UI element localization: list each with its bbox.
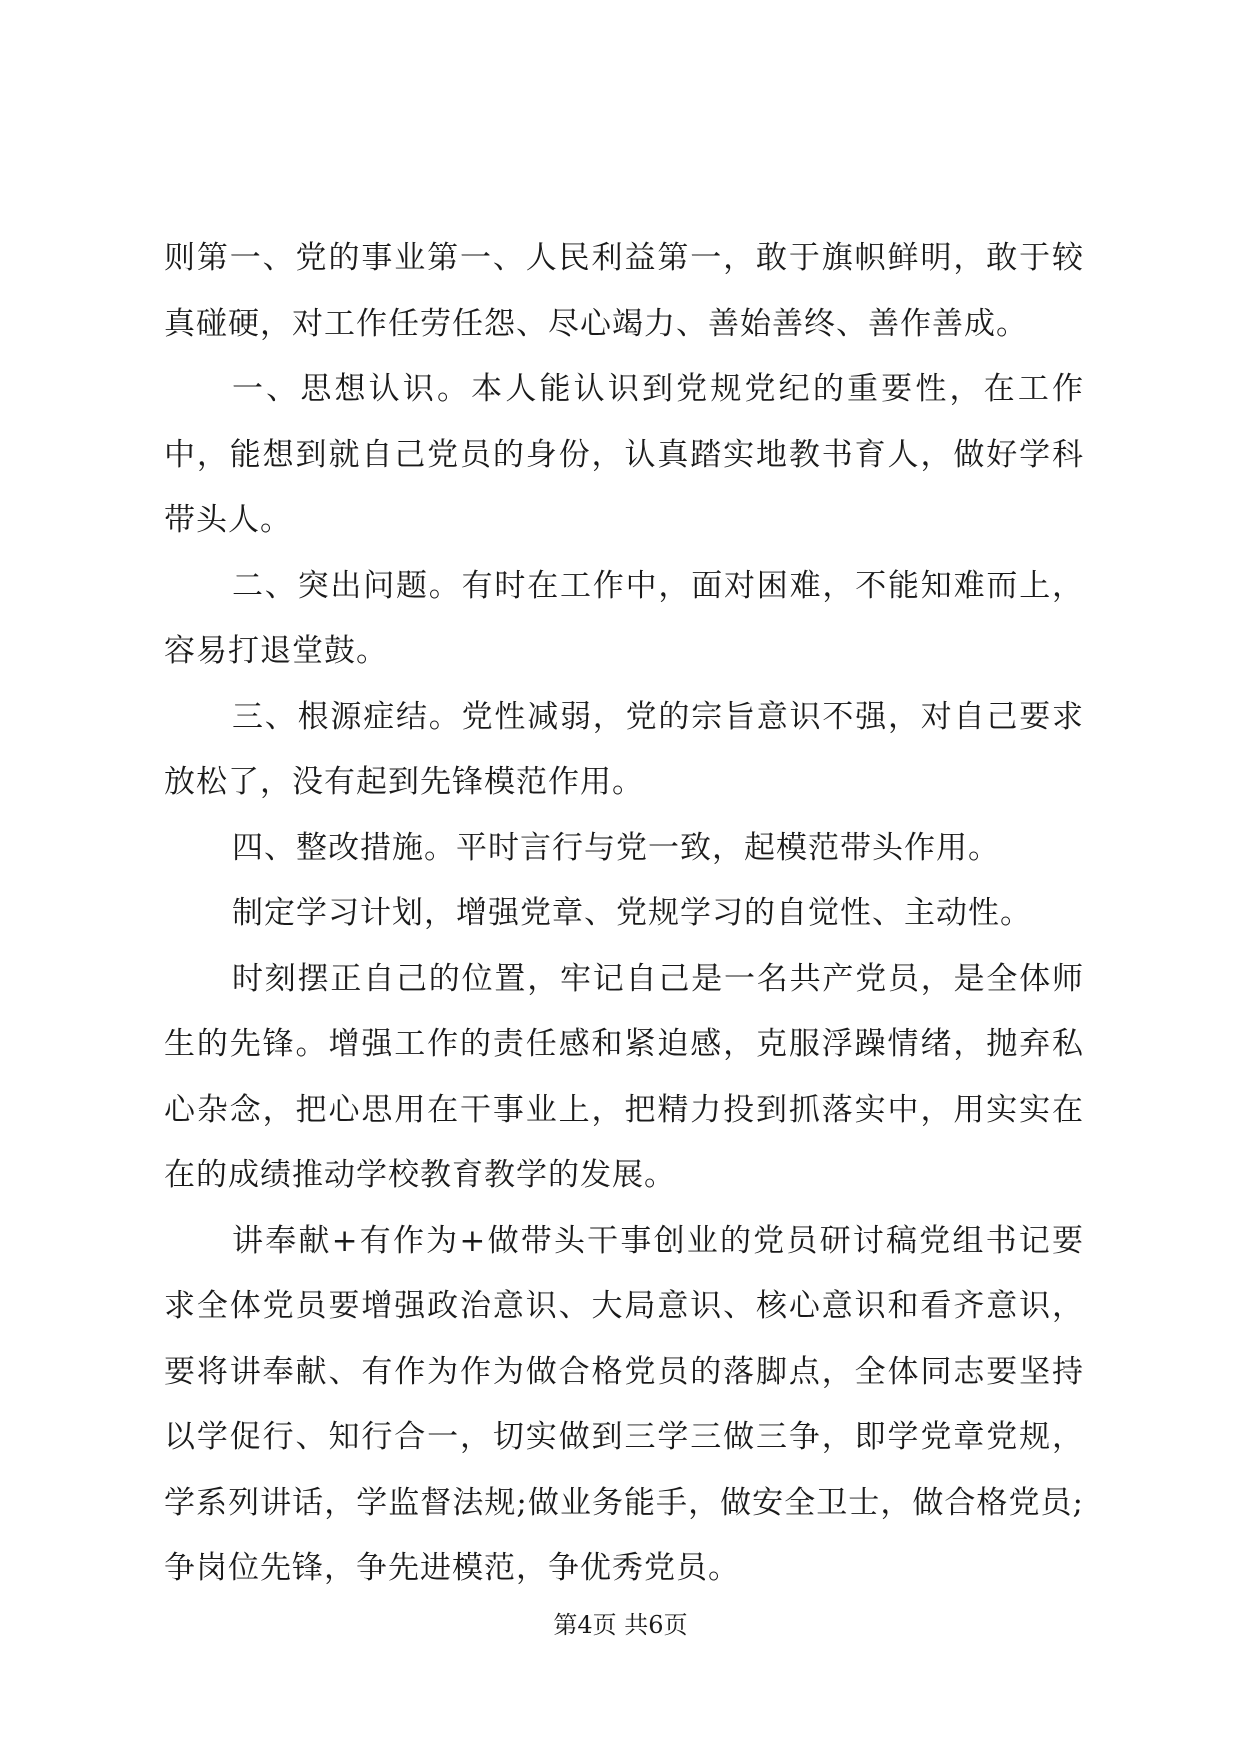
paragraph-position: 时刻摆正自己的位置，牢记自己是一名共产党员，是全体师生的先锋。增强工作的责任感和紧迫感，克服浮躁情绪，抛弃私心杂念，把心思用在干事业上，把精力投到抓落实中，用实实在在的成绩推动学校教育教学的发展。 <box>164 960 1084 1193</box>
paragraph-root-causes: 三、根源症结。党性减弱，党的宗旨意识不强，对自己要求放松了，没有起到先锋模范作用。 <box>164 698 1084 800</box>
paragraph-rectification-measures: 四、整改措施。平时言行与党一致，起模范带头作用。 <box>232 829 1000 866</box>
paragraph-prominent-issues: 二、突出问题。有时在工作中，面对困难，不能知难而上，容易打退堂鼓。 <box>164 567 1084 669</box>
paragraph-continuation: 则第一、党的事业第一、人民利益第一，敢于旗帜鲜明，敢于较真碰硬，对工作任劳任怨、尽心竭力、善始善终、善作善成。 <box>164 240 1084 342</box>
page-number-footer: 第4页 共6页 <box>553 1611 688 1639</box>
paragraph-study-plan: 制定学习计划，增强党章、党规学习的自觉性、主动性。 <box>232 895 1032 931</box>
paragraph-thought-awareness: 一、思想认识。本人能认识到党规党纪的重要性，在工作中，能想到就自己党员的身份，认真踏实地教书育人，做好学科带头人。 <box>164 371 1084 538</box>
document-body <box>164 226 1084 1602</box>
paragraph-seminar: 讲奉献+有作为+做带头干事创业的党员研讨稿党组书记要求全体党员要增强政治意识、大局意识、核心意识和看齐意识，要将讲奉献、有作为作为做合格党员的落脚点，全体同志要坚持以学促行、知行合一，切实做到三学三做三争，即学党章党规，学系列讲话，学监督法规;做业务能手，做安全卫士，做合格党员;争岗位先锋，争先进模范，争优秀党员。 <box>164 1222 1084 1586</box>
